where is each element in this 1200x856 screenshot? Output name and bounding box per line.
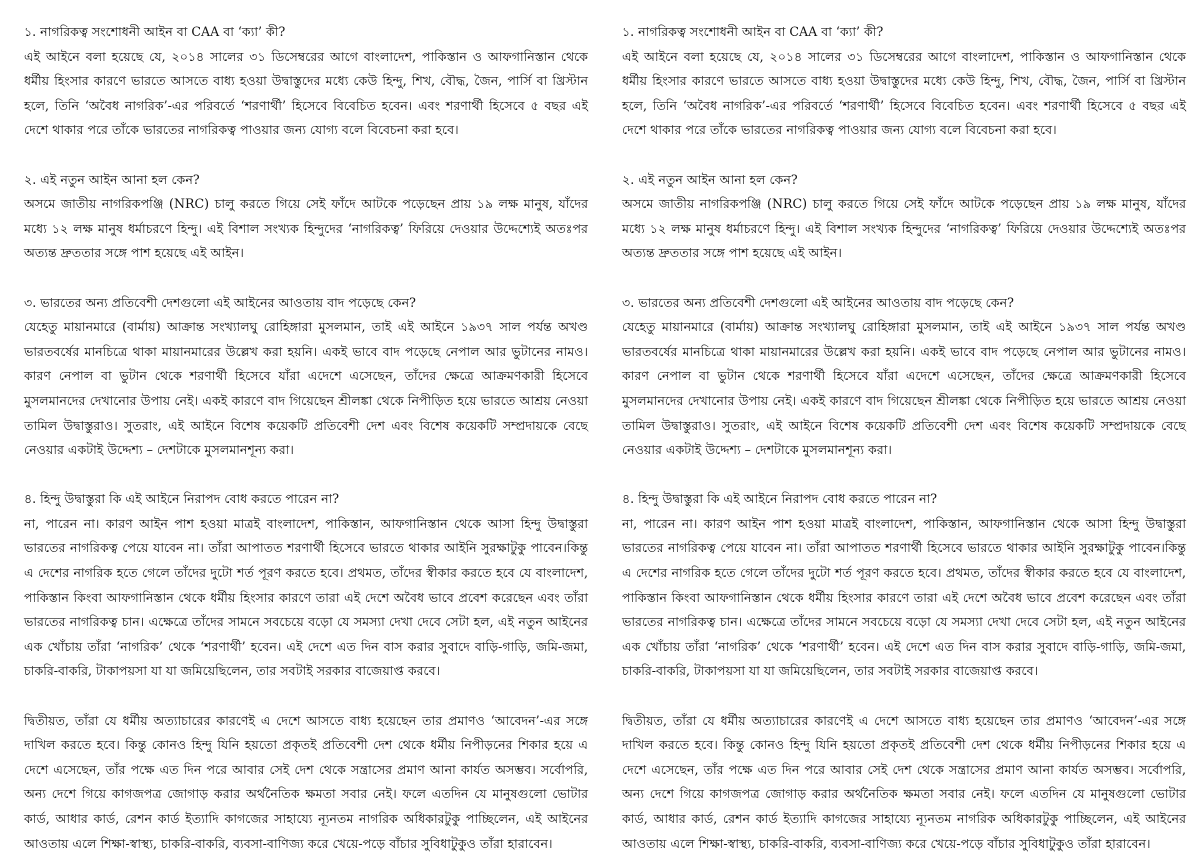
- section-heading: ৪. হিন্দু উদ্বাস্তুরা কি এই আইনে নিরাপদ বোধ করতে পারেন না?: [24, 491, 340, 507]
- section-2-copy: [622, 168, 1186, 266]
- section-heading: ২. এই নতুন আইন আনা হল কেন?: [24, 171, 200, 187]
- section-heading: ২. এই নতুন আইন আনা হল কেন?: [622, 171, 798, 187]
- section-paragraph: দ্বিতীয়ত, তাঁরা যে ধর্মীয় অত্যাচারের কারণেই এ দেশে আসতে বাধ্য হয়েছেন তার প্রমাণও ‘আবেদন’-এর সঙ্গে দাখিল করতে হবে। কিন্তু কোনও হিন্দু যিনি হয়তো প্রকৃতই প্রতিবেশী দেশ থেকে ধর্মীয় নিপীড়নের শিকার হয়ে এ দেশে এসেছেন, তাঁর পক্ষে এত দিন পরে আবার সেই দেশ থেকে সন্ত্রাসের প্রমাণ আনা কার্যত অসম্ভব। সর্বোপরি, অন্য দেশে গিয়ে কাগজপত্র জোগাড় করার অর্থনৈতিক ক্ষমতা সবার নেই। ফলে এতদিন যে মানুষগুলো ভোটার কার্ড, আধার কার্ড, রেশন কার্ড ইত্যাদি কাগজের সাহায্যে ন্যূনতম নাগরিক অধিকারটুকু পাচ্ছিলেন, এই আইনের আওতায় এলে শিক্ষা-স্বাস্থ্য, চাকরি-বাকরি, ব্যবসা-বাণিজ্য করে খেয়ে-পড়ে বাঁচার সুবিধাটুকুও তাঁরা হারাবেন।: [24, 712, 588, 851]
- section-heading: ৩. ভারতের অন্য প্রতিবেশী দেশগুলো এই আইনের আওতায় বাদ পড়েছে কেন?: [622, 294, 1014, 310]
- section-paragraph: অসমে জাতীয় নাগরিকপঞ্জি (NRC) চালু করতে গিয়ে সেই ফাঁদে আটকে পড়েছেন প্রায় ১৯ লক্ষ মানুষ, যাঁদের মধ্যে ১২ লক্ষ মানুষ ধর্মাচরণে হিন্দু। এই বিশাল সংখ্যক হিন্দুদের ‘নাগরিকত্ব’ ফিরিয়ে দেওয়ার উদ্দেশ্যেই অতঃপর অত্যন্ত দ্রুততার সঙ্গে পাশ হয়েছে এই আইন।: [622, 196, 1186, 261]
- section-paragraph: এই আইনে বলা হয়েছে যে, ২০১৪ সালের ৩১ ডিসেম্বরের আগে বাংলাদেশ, পাকিস্তান ও আফগানিস্তান থেকে ধর্মীয় হিংসার কারণে ভারতে আসতে বাধ্য হওয়া উদ্বাস্তুদের মধ্যে কেউ হিন্দু, শিখ, বৌদ্ধ, জৈন, পার্সি বা খ্রিস্টান হলে, তিনি ‘অবৈধ নাগরিক’-এর পরিবর্তে ‘শরণার্থী’ হিসেবে বিবেচিত হবেন। এবং শরণার্থী হিসেবে ৫ বছর এই দেশে থাকার পরে তাঁকে ভারতের নাগরিকত্ব পাওয়ার জন্য যোগ্য বলে বিবেচনা করা হবে।: [622, 48, 1186, 138]
- section-paragraph: না, পারেন না। কারণ আইন পাশ হওয়া মাত্রই বাংলাদেশ, পাকিস্তান, আফগানিস্তান থেকে আসা হিন্দু উদ্বাস্তুরা ভারতের নাগরিকত্ব পেয়ে যাবেন না। তাঁরা আপাতত শরণার্থী হিসেবে ভারতে থাকার আইনি সুরক্ষাটুকু পাবেন।কিন্তু এ দেশের নাগরিক হতে গেলে তাঁদের দুটো শর্ত পূরণ করতে হবে। প্রথমত, তাঁদের স্বীকার করতে হবে যে বাংলাদেশ, পাকিস্তান কিংবা আফগানিস্তান থেকে ধর্মীয় হিংসার কারণে তারা এই দেশে অবৈধ ভাবে প্রবেশ করেছেন এবং তাঁরা ভারতের নাগরিকত্ব চান। এক্ষেত্রে তাঁদের সামনে সবচেয়ে বড়ো যে সমস্যা দেখা দেবে সেটা হল, এই নতুন আইনের এক খোঁচায় তাঁরা ‘নাগরিক’ থেকে ‘শরণার্থী’ হবেন। এই দেশে এত দিন বাস করার সুবাদে বাড়ি-গাড়ি, জমি-জমা, চাকরি-বাকরি, টাকাপয়সা যা যা জমিয়েছিলেন, তার সবটাই সরকার বাজেয়াপ্ত করবে।: [24, 515, 588, 679]
- section-2: [24, 168, 588, 266]
- section-paragraph: এই আইনে বলা হয়েছে যে, ২০১৪ সালের ৩১ ডিসেম্বরের আগে বাংলাদেশ, পাকিস্তান ও আফগানিস্তান থেকে ধর্মীয় হিংসার কারণে ভারতে আসতে বাধ্য হওয়া উদ্বাস্তুদের মধ্যে কেউ হিন্দু, শিখ, বৌদ্ধ, জৈন, পার্সি বা খ্রিস্টান হলে, তিনি ‘অবৈধ নাগরিক’-এর পরিবর্তে ‘শরণার্থী’ হিসেবে বিবেচিত হবেন। এবং শরণার্থী হিসেবে ৫ বছর এই দেশে থাকার পরে তাঁকে ভারতের নাগরিকত্ব পাওয়ার জন্য যোগ্য বলে বিবেচনা করা হবে।: [24, 48, 588, 138]
- section-4: [24, 487, 588, 684]
- right-column: [622, 20, 1186, 851]
- section-paragraph: দ্বিতীয়ত, তাঁরা যে ধর্মীয় অত্যাচারের কারণেই এ দেশে আসতে বাধ্য হয়েছেন তার প্রমাণও ‘আবেদন’-এর সঙ্গে দাখিল করতে হবে। কিন্তু কোনও হিন্দু যিনি হয়তো প্রকৃতই প্রতিবেশী দেশ থেকে ধর্মীয় নিপীড়নের শিকার হয়ে এ দেশে এসেছেন, তাঁর পক্ষে এত দিন পরে আবার সেই দেশ থেকে সন্ত্রাসের প্রমাণ আনা কার্যত অসম্ভব। সর্বোপরি, অন্য দেশে গিয়ে কাগজপত্র জোগাড় করার অর্থনৈতিক ক্ষমতা সবার নেই। ফলে এতদিন যে মানুষগুলো ভোটার কার্ড, আধার কার্ড, রেশন কার্ড ইত্যাদি কাগজের সাহায্যে ন্যূনতম নাগরিক অধিকারটুকু পাচ্ছিলেন, এই আইনের আওতায় এলে শিক্ষা-স্বাস্থ্য, চাকরি-বাকরি, ব্যবসা-বাণিজ্য করে খেয়ে-পড়ে বাঁচার সুবিধাটুকুও তাঁরা হারাবেন।: [622, 712, 1186, 851]
- section-3-copy: [622, 291, 1186, 463]
- section-paragraph: অসমে জাতীয় নাগরিকপঞ্জি (NRC) চালু করতে গিয়ে সেই ফাঁদে আটকে পড়েছেন প্রায় ১৯ লক্ষ মানুষ, যাঁদের মধ্যে ১২ লক্ষ মানুষ ধর্মাচরণে হিন্দু। এই বিশাল সংখ্যক হিন্দুদের ‘নাগরিকত্ব’ ফিরিয়ে দেওয়ার উদ্দেশ্যেই অতঃপর অত্যন্ত দ্রুততার সঙ্গে পাশ হয়েছে এই আইন।: [24, 196, 588, 261]
- section-heading: ৪. হিন্দু উদ্বাস্তুরা কি এই আইনে নিরাপদ বোধ করতে পারেন না?: [622, 491, 938, 507]
- section-4-copy: [622, 487, 1186, 684]
- section-heading: ৩. ভারতের অন্য প্রতিবেশী দেশগুলো এই আইনের আওতায় বাদ পড়েছে কেন?: [24, 294, 416, 310]
- section-heading: ১. নাগরিকত্ব সংশোধনী আইন বা CAA বা ‘ক্যা’ কী?: [622, 24, 884, 39]
- section-paragraph: যেহেতু মায়ানমারে (বার্মায়) আক্রান্ত সংখ্যালঘু রোহিঙ্গারা মুসলমান, তাই এই আইনে ১৯৩৭ সাল পর্যন্ত অখণ্ড ভারতবর্ষের মানচিত্রে থাকা মায়ানমারের উল্লেখ করা হয়নি। একই ভাবে বাদ পড়েছে নেপাল আর ভুটানের নামও। কারণ নেপাল বা ভুটান থেকে শরণার্থী হিসেবে যাঁরা এদেশে এসেছেন, তাঁদের ক্ষেত্রে আক্রমণকারী হিসেবে মুসলমানদের দেখানোর উপায় নেই। একই কারণে বাদ গিয়েছেন শ্রীলঙ্কা থেকে নিপীড়িত হয়ে ভারতে আশ্রয় নেওয়া তামিল উদ্বাস্তুরাও। সুতরাং, এই আইনে বিশেষ কয়েকটি প্রতিবেশী দেশ এবং বিশেষ কয়েকটি সম্প্রদায়কে বেছে নেওয়ার একটাই উদ্দেশ্য – দেশটাকে মুসলমানশূন্য করা।: [622, 319, 1186, 458]
- section-1-copy: [622, 20, 1186, 143]
- section-5-copy: [622, 709, 1186, 856]
- section-heading: ১. নাগরিকত্ব সংশোধনী আইন বা CAA বা ‘ক্যা’ কী?: [24, 24, 286, 39]
- left-column: [24, 20, 588, 851]
- section-paragraph: না, পারেন না। কারণ আইন পাশ হওয়া মাত্রই বাংলাদেশ, পাকিস্তান, আফগানিস্তান থেকে আসা হিন্দু উদ্বাস্তুরা ভারতের নাগরিকত্ব পেয়ে যাবেন না। তাঁরা আপাতত শরণার্থী হিসেবে ভারতে থাকার আইনি সুরক্ষাটুকু পাবেন।কিন্তু এ দেশের নাগরিক হতে গেলে তাঁদের দুটো শর্ত পূরণ করতে হবে। প্রথমত, তাঁদের স্বীকার করতে হবে যে বাংলাদেশ, পাকিস্তান কিংবা আফগানিস্তান থেকে ধর্মীয় হিংসার কারণে তারা এই দেশে অবৈধ ভাবে প্রবেশ করেছেন এবং তাঁরা ভারতের নাগরিকত্ব চান। এক্ষেত্রে তাঁদের সামনে সবচেয়ে বড়ো যে সমস্যা দেখা দেবে সেটা হল, এই নতুন আইনের এক খোঁচায় তাঁরা ‘নাগরিক’ থেকে ‘শরণার্থী’ হবেন। এই দেশে এত দিন বাস করার সুবাদে বাড়ি-গাড়ি, জমি-জমা, চাকরি-বাকরি, টাকাপয়সা যা যা জমিয়েছিলেন, তার সবটাই সরকার বাজেয়াপ্ত করবে।: [622, 515, 1186, 679]
- section-paragraph: যেহেতু মায়ানমারে (বার্মায়) আক্রান্ত সংখ্যালঘু রোহিঙ্গারা মুসলমান, তাই এই আইনে ১৯৩৭ সাল পর্যন্ত অখণ্ড ভারতবর্ষের মানচিত্রে থাকা মায়ানমারের উল্লেখ করা হয়নি। একই ভাবে বাদ পড়েছে নেপাল আর ভুটানের নামও। কারণ নেপাল বা ভুটান থেকে শরণার্থী হিসেবে যাঁরা এদেশে এসেছেন, তাঁদের ক্ষেত্রে আক্রমণকারী হিসেবে মুসলমানদের দেখানোর উপায় নেই। একই কারণে বাদ গিয়েছেন শ্রীলঙ্কা থেকে নিপীড়িত হয়ে ভারতে আশ্রয় নেওয়া তামিল উদ্বাস্তুরাও। সুতরাং, এই আইনে বিশেষ কয়েকটি প্রতিবেশী দেশ এবং বিশেষ কয়েকটি সম্প্রদায়কে বেছে নেওয়ার একটাই উদ্দেশ্য – দেশটাকে মুসলমানশূন্য করা।: [24, 319, 588, 458]
- section-3: [24, 291, 588, 463]
- section-1: [24, 20, 588, 143]
- section-5: [24, 709, 588, 856]
